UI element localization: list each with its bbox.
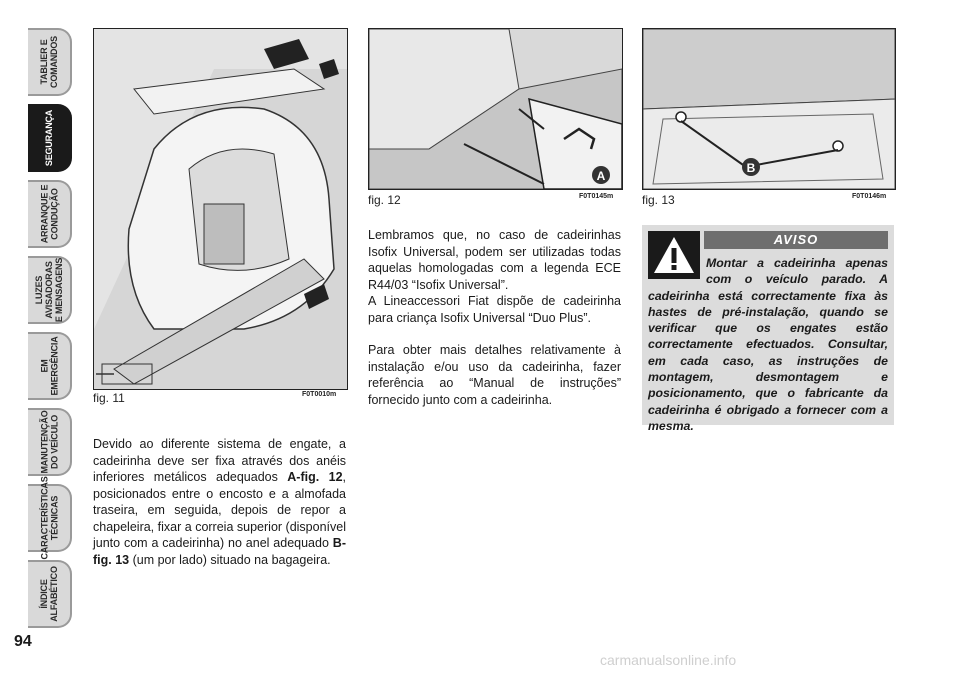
figure-caption: fig. 12 bbox=[368, 193, 401, 207]
marker-a: A bbox=[596, 169, 606, 183]
paragraph-lineaccessori: A Lineaccessori Fiat dispõe de cadeirinha para criança Isofix Universal “Duo Plus”. bbox=[368, 294, 621, 325]
tab-em-emergencia[interactable] bbox=[28, 332, 72, 400]
figure-caption: fig. 13 bbox=[642, 193, 675, 207]
tab-label: ARRANQUE E CONDUÇÃO bbox=[39, 184, 60, 244]
warning-box bbox=[642, 225, 894, 433]
tab-seguranca[interactable] bbox=[28, 104, 72, 172]
tab-label: MANUTENÇÃO DO VEÍCULO bbox=[39, 410, 59, 474]
tab-manutencao-veiculo[interactable] bbox=[28, 408, 72, 476]
figure-caption: fig. 11 bbox=[93, 391, 125, 405]
tab-tablier-comandos[interactable] bbox=[28, 28, 72, 96]
tab-label: CARACTERÍSTICAS TÉCNICAS bbox=[39, 476, 60, 560]
paragraph-instructions: Para obter mais detalhes relativamente à instalação e/ou uso da cadeirinha, fazer referência ao “Manual de instruções” fornecido junto com a cadeirinha. bbox=[368, 343, 621, 407]
footer-watermark: carmanualsonline.info bbox=[600, 652, 737, 668]
tab-luzes-avisadoras[interactable] bbox=[28, 256, 72, 324]
tab-indice-alfabetico[interactable] bbox=[28, 560, 72, 628]
trunk-anchor-illustration bbox=[643, 29, 895, 189]
tab-label: SEGURANÇA bbox=[44, 109, 54, 167]
tab-caracteristicas-tecnicas[interactable] bbox=[28, 476, 72, 560]
figure-child-seat bbox=[93, 28, 348, 390]
figure-code: F0T0010m bbox=[302, 391, 337, 398]
paragraph-fixing: Devido ao diferente sistema de engate, a cadeirinha deve ser fixa através dos anéis inferiores metálicos adequados A-fig. 12, posicionados entre o encosto e a almofada traseira, em seguida, depois de repor a chapeleira, fixar a correia superior (disponível junto com a cadeirinha) no anel adequado B-fig. 13 (um por lado) situado na bagageira. bbox=[93, 437, 347, 567]
tab-label: TABLIER E COMANDOS bbox=[39, 36, 59, 88]
figure-isofix-rings bbox=[368, 28, 623, 190]
ref-fig13: B-fig. 13 bbox=[93, 536, 346, 567]
tab-label: EM EMERGÊNCIA bbox=[39, 336, 60, 396]
child-seat-illustration bbox=[94, 29, 347, 389]
isofix-rings-illustration bbox=[369, 29, 622, 189]
figure-trunk-anchor bbox=[642, 28, 896, 190]
figure-code: F0T0146m bbox=[852, 193, 887, 200]
warning-title: AVISO bbox=[704, 231, 888, 249]
marker-b: B bbox=[746, 161, 756, 175]
ref-fig12: A-fig. 12 bbox=[287, 470, 343, 484]
page-number: 94 bbox=[14, 633, 32, 650]
warning-text: Montar a cadeirinha apenas com o veículo parado. A cadeirinha está correctamente fixa às hastes de pré-instalação, quando se verificar que os engates estão correctamente efectuados. Consultar, em cada caso, as instruções de montagem, desmontagem e posicionamento, que o fabricante da cadeirinha é obrigado a fornecer com a mesma. bbox=[648, 256, 888, 433]
paragraph-isofix-universal: Lembramos que, no caso de cadeirinhas Isofix Universal, podem ser utilizadas todas aquelas homologadas com a legenda ECE R44/03 “Isofix Universal”. bbox=[368, 228, 621, 292]
figure-code: F0T0145m bbox=[579, 193, 614, 200]
tab-arranque-conducao[interactable] bbox=[28, 180, 72, 248]
tab-label: ÍNDICE ALFABÉTICO bbox=[39, 566, 59, 622]
tab-label: LUZES AVISADORAS E MENSAGENS bbox=[34, 257, 64, 323]
